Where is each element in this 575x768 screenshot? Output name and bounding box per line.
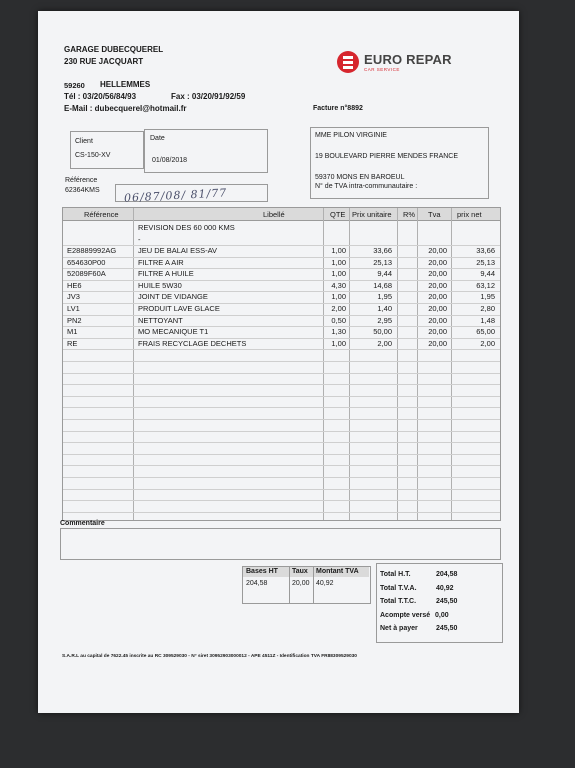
vat-amount-value: 40,92 bbox=[316, 580, 334, 587]
row-net-price: 25,13 bbox=[476, 257, 495, 267]
row-net-price: 2,00 bbox=[480, 338, 495, 348]
row-tva: 20,00 bbox=[428, 280, 447, 290]
items-table bbox=[62, 207, 501, 521]
row-quantity: 1,00 bbox=[331, 257, 346, 267]
row-label: FILTRE A AIR bbox=[138, 257, 184, 267]
row-reference: 52089F60A bbox=[67, 269, 106, 279]
brand-tagline: CAR SERVICE bbox=[364, 67, 400, 72]
row-quantity: 2,00 bbox=[331, 304, 346, 313]
row-label: MO MECANIQUE T1 bbox=[138, 327, 209, 337]
recipient-vat-label: N° de TVA intra-communautaire : bbox=[315, 183, 418, 190]
recipient-address: 19 BOULEVARD PIERRE MENDES FRANCE bbox=[315, 153, 459, 160]
client-box bbox=[70, 131, 144, 169]
row-label: FILTRE A HUILE bbox=[138, 269, 194, 279]
total-label: Total H.T. bbox=[380, 571, 411, 578]
row-quantity: 4,30 bbox=[331, 280, 346, 290]
row-quantity: 0,50 bbox=[331, 315, 346, 325]
total-value: 204,58 bbox=[436, 571, 458, 578]
row-quantity: 1,30 bbox=[331, 327, 346, 337]
row-tva: 20,00 bbox=[428, 315, 447, 325]
header-reference: Référence bbox=[84, 210, 119, 219]
comment-label: Commentaire bbox=[60, 520, 105, 527]
garage-fax: Fax : 03/20/91/92/59 bbox=[171, 92, 246, 101]
reference-label: Référence bbox=[65, 177, 98, 184]
row-tva: 20,00 bbox=[428, 269, 447, 279]
vat-base-value: 204,58 bbox=[246, 580, 268, 587]
row-unit-price: 2,95 bbox=[377, 315, 392, 325]
total-label: Total T.V.A. bbox=[380, 584, 417, 592]
row-label: JOINT DE VIDANGE bbox=[138, 292, 208, 302]
row-tva: 20,00 bbox=[428, 338, 447, 348]
total-value: 40,92 bbox=[436, 584, 454, 592]
total-label: Net à payer bbox=[380, 625, 418, 632]
row-quantity: 1,00 bbox=[331, 292, 346, 302]
row-quantity: 1,00 bbox=[331, 269, 346, 279]
table-title: REVISION DES 60 000 KMS bbox=[138, 223, 235, 232]
comment-box bbox=[60, 528, 501, 560]
invoice-paper bbox=[38, 11, 519, 713]
row-unit-price: 1,95 bbox=[377, 292, 392, 302]
total-value: 245,50 bbox=[436, 625, 458, 632]
euro-repar-logo-icon bbox=[337, 51, 359, 73]
row-unit-price: 14,68 bbox=[373, 280, 392, 290]
row-net-price: 33,66 bbox=[476, 246, 495, 255]
reference-value: 62364KMS bbox=[65, 187, 100, 194]
garage-street: 230 RUE JACQUART bbox=[64, 57, 144, 66]
row-reference: 654630P00 bbox=[67, 257, 106, 267]
header-unit-price: Prix unitaire bbox=[352, 210, 392, 219]
header-libelle: Libellé bbox=[263, 210, 285, 219]
date-label: Date bbox=[150, 135, 165, 142]
garage-email: E-Mail : dubecquerel@hotmail.fr bbox=[64, 104, 187, 113]
vat-rate-value: 20,00 bbox=[292, 580, 310, 587]
header-net-price: prix net bbox=[457, 210, 482, 219]
client-code: CS-150-XV bbox=[75, 152, 111, 159]
vat-base-header: Bases HT bbox=[246, 568, 278, 575]
row-unit-price: 1,40 bbox=[377, 304, 392, 313]
row-tva: 20,00 bbox=[428, 292, 447, 302]
recipient-city: 59370 MONS EN BAROEUL bbox=[315, 174, 405, 181]
row-unit-price: 2,00 bbox=[377, 338, 392, 348]
invoice-number: Facture n°8892 bbox=[313, 105, 363, 112]
row-reference: E28889992AG bbox=[67, 246, 117, 255]
garage-tel: Tél : 03/20/56/84/93 bbox=[64, 92, 137, 101]
row-reference: PN2 bbox=[67, 315, 82, 325]
row-tva: 20,00 bbox=[428, 257, 447, 267]
garage-postcode: 59260 bbox=[64, 81, 85, 90]
row-tva: 20,00 bbox=[428, 304, 447, 313]
row-net-price: 1,48 bbox=[480, 315, 495, 325]
row-label: NETTOYANT bbox=[138, 315, 183, 325]
vat-amount-header: Montant TVA bbox=[316, 568, 359, 575]
row-label: HUILE 5W30 bbox=[138, 280, 182, 290]
total-value: 0,00 bbox=[435, 611, 449, 619]
row-unit-price: 50,00 bbox=[373, 327, 392, 337]
header-qte: QTE bbox=[330, 210, 346, 219]
row-reference: RE bbox=[67, 338, 78, 348]
row-label: FRAIS RECYCLAGE DECHETS bbox=[138, 338, 247, 348]
total-label: Total T.T.C. bbox=[380, 598, 417, 605]
table-dash: - bbox=[138, 235, 141, 244]
row-label: PRODUIT LAVE GLACE bbox=[138, 304, 220, 313]
garage-city: HELLEMMES bbox=[100, 80, 151, 89]
row-tva: 20,00 bbox=[428, 246, 447, 255]
row-net-price: 2,80 bbox=[480, 304, 495, 313]
row-net-price: 65,00 bbox=[476, 327, 495, 337]
vat-rate-header: Taux bbox=[292, 568, 308, 575]
row-reference: JV3 bbox=[67, 292, 80, 302]
garage-name: GARAGE DUBECQUEREL bbox=[64, 45, 164, 54]
row-net-price: 1,95 bbox=[480, 292, 495, 302]
brand-name: EURO REPAR bbox=[364, 52, 452, 67]
row-quantity: 1,00 bbox=[331, 246, 346, 255]
total-label: Acompte versé bbox=[380, 611, 431, 619]
total-value: 245,50 bbox=[436, 598, 458, 605]
row-reference: M1 bbox=[67, 327, 78, 337]
header-tva: Tva bbox=[428, 210, 441, 219]
row-quantity: 1,00 bbox=[331, 338, 346, 348]
header-discount: R% bbox=[403, 210, 416, 219]
row-unit-price: 9,44 bbox=[377, 269, 392, 279]
row-net-price: 63,12 bbox=[476, 280, 495, 290]
legal-footer: S.A.R.L au capital de 7622.45 inscrite au RC 309529030 - N° siret 30952903000012 - APE 4511Z - Identification TVA FR88309529030 bbox=[62, 654, 357, 659]
row-net-price: 9,44 bbox=[480, 269, 495, 279]
row-unit-price: 25,13 bbox=[373, 257, 392, 267]
row-tva: 20,00 bbox=[428, 327, 447, 337]
invoice-date: 01/08/2018 bbox=[152, 157, 188, 164]
row-reference: HE6 bbox=[67, 280, 82, 290]
client-label: Client bbox=[75, 138, 93, 145]
row-reference: LV1 bbox=[67, 304, 80, 313]
row-unit-price: 33,66 bbox=[373, 246, 392, 255]
row-label: JEU DE BALAI ESS-AV bbox=[138, 246, 218, 255]
handwritten-phone: 06/87/08/ 81/77 bbox=[123, 186, 228, 205]
recipient-name: MME PILON VIRGINIE bbox=[315, 132, 387, 139]
